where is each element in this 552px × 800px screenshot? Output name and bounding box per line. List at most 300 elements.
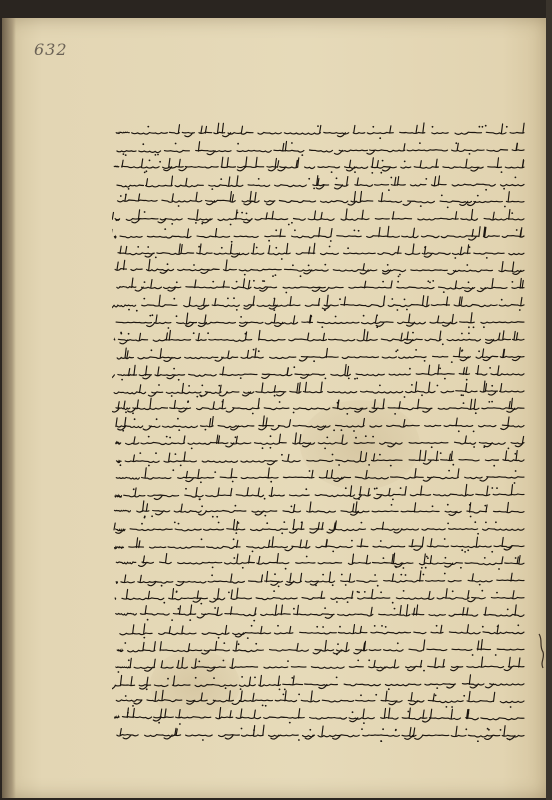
- diacritic-dot: [394, 413, 396, 415]
- diacritic-dot: [263, 280, 265, 282]
- diacritic-dot: [425, 567, 427, 569]
- diacritic-dot: [231, 241, 233, 243]
- diacritic-dot: [265, 705, 267, 707]
- script-stroke: [117, 725, 524, 739]
- script-line: [112, 485, 524, 501]
- diacritic-dot: [336, 654, 338, 656]
- diacritic-dot: [489, 367, 491, 369]
- diacritic-dot: [292, 264, 294, 266]
- script-stroke: [112, 519, 524, 533]
- diacritic-dot: [421, 567, 423, 569]
- diacritic-dot: [339, 626, 341, 628]
- diacritic-dot: [345, 584, 347, 586]
- diacritic-dot: [228, 592, 230, 594]
- diacritic-dot: [479, 584, 481, 586]
- diacritic-dot: [415, 349, 417, 351]
- diacritic-dot: [473, 326, 475, 328]
- diacritic-dot: [388, 688, 390, 690]
- diacritic-dot: [336, 601, 338, 603]
- script-line: [118, 191, 525, 208]
- diacritic-dot: [448, 470, 450, 472]
- script-line: [115, 501, 525, 519]
- diacritic-dot: [455, 142, 457, 144]
- diacritic-dot: [501, 299, 503, 301]
- diacritic-dot: [285, 292, 287, 294]
- script-stroke: [114, 330, 524, 344]
- diacritic-dot: [128, 309, 130, 311]
- diacritic-dot: [237, 212, 239, 214]
- diacritic-dot: [143, 637, 145, 639]
- script-stroke: [117, 176, 524, 189]
- diacritic-dot: [313, 188, 315, 190]
- diacritic-dot: [218, 385, 220, 387]
- diacritic-dot: [309, 470, 311, 472]
- diacritic-dot: [268, 240, 270, 242]
- diacritic-dot: [498, 568, 500, 570]
- script-stroke: [118, 243, 524, 257]
- diacritic-dot: [381, 625, 383, 627]
- diacritic-dot: [235, 532, 237, 534]
- diacritic-dot: [270, 435, 272, 437]
- diacritic-dot: [167, 263, 169, 265]
- diacritic-dot: [482, 626, 484, 628]
- diacritic-dot: [324, 448, 326, 450]
- diacritic-dot: [368, 464, 370, 466]
- diacritic-dot: [368, 659, 370, 661]
- diacritic-dot: [120, 195, 122, 197]
- diacritic-dot: [324, 607, 326, 609]
- diacritic-dot: [291, 506, 293, 508]
- script-stroke: [112, 398, 524, 412]
- diacritic-dot: [425, 178, 427, 180]
- diacritic-dot: [436, 687, 438, 689]
- diacritic-dot: [283, 521, 285, 523]
- diacritic-dot: [207, 332, 209, 334]
- diacritic-dot: [281, 258, 283, 260]
- diacritic-dot: [397, 309, 399, 311]
- diacritic-dot: [382, 281, 384, 283]
- diacritic-dot: [446, 706, 448, 708]
- diacritic-dot: [293, 366, 295, 368]
- binding-gutter: [2, 18, 16, 798]
- diacritic-dot: [380, 591, 382, 593]
- diacritic-dot: [232, 481, 234, 483]
- diacritic-dot: [176, 315, 178, 317]
- diacritic-dot: [491, 385, 493, 387]
- diacritic-dot: [230, 224, 232, 226]
- diacritic-dot: [301, 522, 303, 524]
- diacritic-dot: [473, 446, 475, 448]
- diacritic-dot: [128, 188, 130, 190]
- diacritic-dot: [374, 625, 376, 627]
- diacritic-dot: [379, 454, 381, 456]
- diacritic-dot: [355, 437, 357, 439]
- diacritic-dot: [175, 453, 177, 455]
- script-line: [112, 398, 524, 415]
- diacritic-dot: [365, 435, 367, 437]
- diacritic-dot: [133, 488, 135, 490]
- diacritic-dot: [275, 274, 277, 276]
- diacritic-dot: [461, 394, 463, 396]
- diacritic-dot: [405, 574, 407, 576]
- diacritic-dot: [361, 728, 363, 730]
- script-stroke: [112, 123, 524, 137]
- diacritic-dot: [185, 488, 187, 490]
- diacritic-dot: [444, 573, 446, 575]
- script-stroke: [114, 157, 524, 171]
- diacritic-dot: [514, 453, 516, 455]
- diacritic-dot: [173, 368, 175, 370]
- diacritic-dot: [158, 384, 160, 386]
- diacritic-dot: [374, 574, 376, 576]
- diacritic-dot: [338, 464, 340, 466]
- diacritic-dot: [273, 590, 275, 592]
- diacritic-dot: [495, 654, 497, 656]
- diacritic-dot: [313, 360, 315, 362]
- folio-number: 632: [34, 40, 68, 59]
- diacritic-dot: [379, 137, 381, 139]
- script-stroke: [115, 501, 525, 516]
- diacritic-dot: [392, 499, 394, 501]
- diacritic-dot: [264, 515, 266, 517]
- diacritic-dot: [141, 523, 143, 525]
- diacritic-dot: [211, 188, 213, 190]
- diacritic-dot: [403, 590, 405, 592]
- diacritic-dot: [465, 728, 467, 730]
- script-stroke: [117, 278, 524, 292]
- script-stroke: [112, 675, 524, 689]
- diacritic-dot: [324, 309, 326, 311]
- diacritic-dot: [400, 574, 402, 576]
- diacritic-dot: [294, 229, 296, 231]
- diacritic-dot: [336, 677, 338, 679]
- diacritic-dot: [262, 705, 264, 707]
- diacritic-dot: [124, 642, 126, 644]
- diacritic-dot: [214, 471, 216, 473]
- diacritic-dot: [167, 678, 169, 680]
- diacritic-dot: [447, 504, 449, 506]
- diacritic-dot: [142, 143, 144, 145]
- diacritic-dot: [240, 377, 242, 379]
- diacritic-dot: [211, 574, 213, 576]
- diacritic-dot: [485, 189, 487, 191]
- script-stroke: [116, 313, 524, 327]
- diacritic-dot: [189, 619, 191, 621]
- diacritic-dot: [442, 343, 444, 345]
- diacritic-dot: [462, 394, 464, 396]
- diacritic-dot: [284, 689, 286, 691]
- diacritic-dot: [337, 402, 339, 404]
- diacritic-dot: [333, 429, 335, 431]
- diacritic-dot: [390, 177, 392, 179]
- diacritic-dot: [247, 637, 249, 639]
- diacritic-dot: [201, 505, 203, 507]
- diacritic-dot: [445, 557, 447, 559]
- diacritic-dot: [221, 247, 223, 249]
- diacritic-dot: [477, 195, 479, 197]
- diacritic-dot: [356, 378, 358, 380]
- diacritic-dot: [424, 246, 426, 248]
- diacritic-dot: [374, 488, 376, 490]
- script-line: [114, 330, 524, 346]
- diacritic-dot: [488, 401, 490, 403]
- script-stroke: [115, 708, 524, 722]
- diacritic-dot: [508, 448, 510, 450]
- script-stroke: [112, 209, 524, 223]
- diacritic-dot: [155, 452, 157, 454]
- diacritic-dot: [390, 465, 392, 467]
- diacritic-dot: [198, 246, 200, 248]
- diacritic-dot: [497, 626, 499, 628]
- script-line: [112, 468, 524, 484]
- diacritic-dot: [236, 309, 238, 311]
- diacritic-dot: [273, 309, 275, 311]
- diacritic-dot: [238, 522, 240, 524]
- diacritic-dot: [394, 608, 396, 610]
- diacritic-dot: [466, 379, 468, 381]
- diacritic-dot: [339, 298, 341, 300]
- diacritic-dot: [178, 429, 180, 431]
- diacritic-dot: [121, 379, 123, 381]
- diacritic-dot: [352, 711, 354, 713]
- diacritic-dot: [274, 395, 276, 397]
- diacritic-dot: [452, 464, 454, 466]
- diacritic-dot: [137, 246, 139, 248]
- diacritic-dot: [213, 677, 215, 679]
- diacritic-dot: [227, 298, 229, 300]
- diacritic-dot: [395, 566, 397, 568]
- diacritic-dot: [376, 487, 378, 489]
- diacritic-dot: [245, 333, 247, 335]
- diacritic-dot: [463, 402, 465, 404]
- diacritic-dot: [506, 126, 508, 128]
- diacritic-dot: [468, 281, 470, 283]
- diacritic-dot: [358, 498, 360, 500]
- diacritic-dot: [427, 557, 429, 559]
- diacritic-dot: [266, 522, 268, 524]
- diacritic-dot: [332, 551, 334, 553]
- diacritic-dot: [270, 481, 272, 483]
- diacritic-dot: [363, 722, 365, 724]
- diacritic-dot: [178, 379, 180, 381]
- diacritic-dot: [364, 591, 366, 593]
- diacritic-dot: [360, 694, 362, 696]
- diacritic-dot: [146, 688, 148, 690]
- script-stroke: [120, 624, 524, 637]
- diacritic-dot: [188, 385, 190, 387]
- diacritic-dot: [469, 504, 471, 506]
- diacritic-dot: [127, 712, 129, 714]
- diacritic-dot: [361, 522, 363, 524]
- diacritic-dot: [392, 602, 394, 604]
- diacritic-dot: [212, 567, 214, 569]
- diacritic-dot: [484, 557, 486, 559]
- diacritic-dot: [519, 309, 521, 311]
- diacritic-dot: [146, 170, 148, 172]
- diacritic-dot: [454, 257, 456, 259]
- diacritic-dot: [168, 327, 170, 329]
- diacritic-dot: [420, 205, 422, 207]
- diacritic-dot: [225, 687, 227, 689]
- diacritic-dot: [300, 275, 302, 277]
- script-line: [115, 708, 524, 725]
- diacritic-dot: [169, 437, 171, 439]
- diacritic-dot: [270, 447, 272, 449]
- diacritic-dot: [163, 602, 165, 604]
- diacritic-dot: [222, 401, 224, 403]
- diacritic-dot: [382, 160, 384, 162]
- script-line: [112, 675, 524, 691]
- diacritic-dot: [409, 368, 411, 370]
- diacritic-dot: [235, 436, 237, 438]
- diacritic-dot: [380, 540, 382, 542]
- diacritic-dot: [477, 740, 479, 742]
- diacritic-dot: [205, 429, 207, 431]
- diacritic-dot: [431, 446, 433, 448]
- diacritic-dot: [473, 431, 475, 433]
- handwritten-text-block: [112, 122, 526, 742]
- diacritic-dot: [166, 436, 168, 438]
- diacritic-dot: [493, 465, 495, 467]
- diacritic-dot: [132, 412, 134, 414]
- diacritic-dot: [382, 728, 384, 730]
- diacritic-dot: [432, 126, 434, 128]
- diacritic-dot: [477, 533, 479, 535]
- diacritic-dot: [175, 143, 177, 145]
- diacritic-dot: [147, 619, 149, 621]
- diacritic-dot: [371, 172, 373, 174]
- diacritic-dot: [372, 126, 374, 128]
- diacritic-dot: [214, 607, 216, 609]
- diacritic-dot: [164, 228, 166, 230]
- diacritic-dot: [341, 574, 343, 576]
- diacritic-dot: [321, 326, 323, 328]
- diacritic-dot: [385, 626, 387, 628]
- diacritic-dot: [277, 625, 279, 627]
- diacritic-dot: [122, 430, 124, 432]
- diacritic-dot: [241, 728, 243, 730]
- script-stroke: [115, 537, 524, 551]
- diacritic-dot: [158, 722, 160, 724]
- script-line: [116, 416, 524, 432]
- diacritic-dot: [281, 532, 283, 534]
- diacritic-dot: [429, 282, 431, 284]
- diacritic-dot: [291, 677, 293, 679]
- diacritic-dot: [241, 676, 243, 678]
- diacritic-dot: [485, 522, 487, 524]
- diacritic-dot: [468, 326, 470, 328]
- diacritic-dot: [178, 608, 180, 610]
- diacritic-dot: [223, 642, 225, 644]
- diacritic-dot: [253, 729, 255, 731]
- diacritic-dot: [279, 401, 281, 403]
- diacritic-dot: [176, 281, 178, 283]
- diacritic-dot: [258, 350, 260, 352]
- diacritic-dot: [171, 619, 173, 621]
- diacritic-dot: [387, 264, 389, 266]
- diacritic-dot: [474, 521, 476, 523]
- diacritic-dot: [383, 557, 385, 559]
- diacritic-dot: [246, 213, 248, 215]
- diacritic-dot: [201, 538, 203, 540]
- script-line: [117, 141, 524, 156]
- diacritic-dot: [347, 601, 349, 603]
- diacritic-dot: [411, 384, 413, 386]
- diacritic-dot: [139, 452, 141, 454]
- diacritic-dot: [161, 585, 163, 587]
- diacritic-dot: [128, 659, 130, 661]
- diacritic-dot: [308, 178, 310, 180]
- diacritic-dot: [279, 689, 281, 691]
- diacritic-dot: [468, 332, 470, 334]
- diacritic-dot: [469, 153, 471, 155]
- diacritic-dot: [125, 154, 127, 156]
- diacritic-dot: [348, 378, 350, 380]
- diacritic-dot: [326, 437, 328, 439]
- diacritic-dot: [144, 281, 146, 283]
- diacritic-dot: [159, 161, 161, 163]
- diacritic-dot: [258, 178, 260, 180]
- diacritic-dot: [461, 333, 463, 335]
- diacritic-dot: [404, 161, 406, 163]
- page-edge: [546, 0, 552, 800]
- diacritic-dot: [325, 378, 327, 380]
- diacritic-dot: [404, 396, 406, 398]
- diacritic-dot: [475, 412, 477, 414]
- diacritic-dot: [125, 411, 127, 413]
- script-stroke: [112, 553, 524, 567]
- diacritic-dot: [458, 430, 460, 432]
- diacritic-dot: [335, 316, 337, 318]
- diacritic-dot: [291, 142, 293, 144]
- diacritic-dot: [485, 125, 487, 127]
- diacritic-dot: [444, 538, 446, 540]
- diacritic-dot: [155, 257, 157, 259]
- diacritic-dot: [466, 264, 468, 266]
- diacritic-dot: [487, 728, 489, 730]
- diacritic-dot: [120, 464, 122, 466]
- script-line: [115, 537, 524, 553]
- diacritic-dot: [432, 280, 434, 282]
- diacritic-dot: [288, 224, 290, 226]
- diacritic-dot: [439, 368, 441, 370]
- diacritic-dot: [451, 361, 453, 363]
- diacritic-dot: [462, 349, 464, 351]
- script-stroke: [117, 141, 524, 154]
- diacritic-dot: [144, 211, 146, 213]
- diacritic-dot: [510, 706, 512, 708]
- diacritic-dot: [372, 436, 374, 438]
- diacritic-dot: [148, 465, 150, 467]
- diacritic-dot: [380, 172, 382, 174]
- diacritic-dot: [515, 177, 517, 179]
- diacritic-dot: [252, 413, 254, 415]
- diacritic-dot: [376, 326, 378, 328]
- diacritic-dot: [201, 385, 203, 387]
- script-line: [117, 725, 524, 742]
- diacritic-dot: [171, 395, 173, 397]
- diacritic-dot: [358, 591, 360, 593]
- diacritic-dot: [464, 551, 466, 553]
- diacritic-dot: [440, 452, 442, 454]
- diacritic-dot: [354, 230, 356, 232]
- diacritic-dot: [461, 549, 463, 551]
- diacritic-dot: [155, 154, 157, 156]
- diacritic-dot: [407, 711, 409, 713]
- diacritic-dot: [357, 660, 359, 662]
- arabic-script-lines: [112, 122, 526, 742]
- diacritic-dot: [467, 549, 469, 551]
